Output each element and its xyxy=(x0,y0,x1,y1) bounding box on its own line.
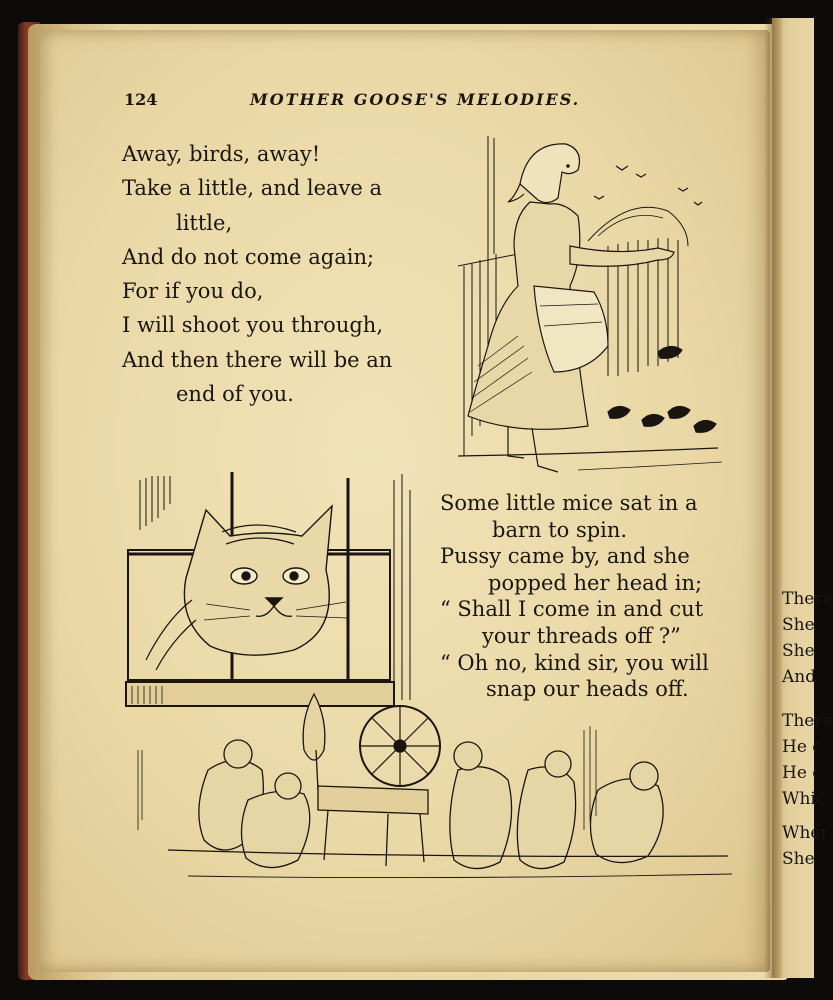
fragment: She xyxy=(782,641,815,661)
verse-line: For if you do, xyxy=(122,279,264,304)
verse-line: Take a little, and leave a xyxy=(122,176,383,201)
verse-line: And do not come again; xyxy=(122,244,375,269)
cat-at-window-illustration xyxy=(126,470,426,710)
verse-line: little, xyxy=(176,210,233,235)
page-number: 124 xyxy=(124,90,158,109)
fragment: And xyxy=(782,667,817,687)
verse-birds xyxy=(122,137,440,411)
girl-feeding-birds-illustration xyxy=(458,136,728,478)
verse-mice xyxy=(440,490,735,703)
fragment: He c xyxy=(782,737,822,757)
fragment: She xyxy=(782,849,815,869)
fragment: She xyxy=(782,615,815,635)
verse-line: popped her head in; xyxy=(488,570,703,595)
page-header xyxy=(124,90,614,114)
verse-line: Away, birds, away! xyxy=(122,142,321,166)
verse-line: Some little mice sat in a xyxy=(440,491,698,515)
fragment: Whic xyxy=(782,789,826,809)
fragment: There xyxy=(782,711,833,731)
running-title: MOTHER GOOSE'S MELODIES. xyxy=(250,90,581,109)
verse-line: your threads off ?” xyxy=(482,623,681,648)
mice-spinning-illustration xyxy=(128,690,738,890)
verse-line: snap our heads off. xyxy=(486,677,689,702)
verse-line: “ Shall I come in and cut xyxy=(440,597,704,622)
verse-line: I will shoot you through, xyxy=(122,313,383,338)
fragment: He c xyxy=(782,763,822,783)
verse-line: “ Oh no, kind sir, you will xyxy=(440,650,709,675)
fragment: Wher xyxy=(782,823,829,843)
next-page-text xyxy=(782,586,833,872)
fragment: There xyxy=(782,589,833,609)
verse-line: And then there will be an xyxy=(122,347,393,372)
gutter-shadow xyxy=(764,18,782,978)
verse-line: Pussy came by, and she xyxy=(440,544,690,569)
verse-line: end of you. xyxy=(176,382,294,407)
verse-line: barn to spin. xyxy=(492,517,628,542)
